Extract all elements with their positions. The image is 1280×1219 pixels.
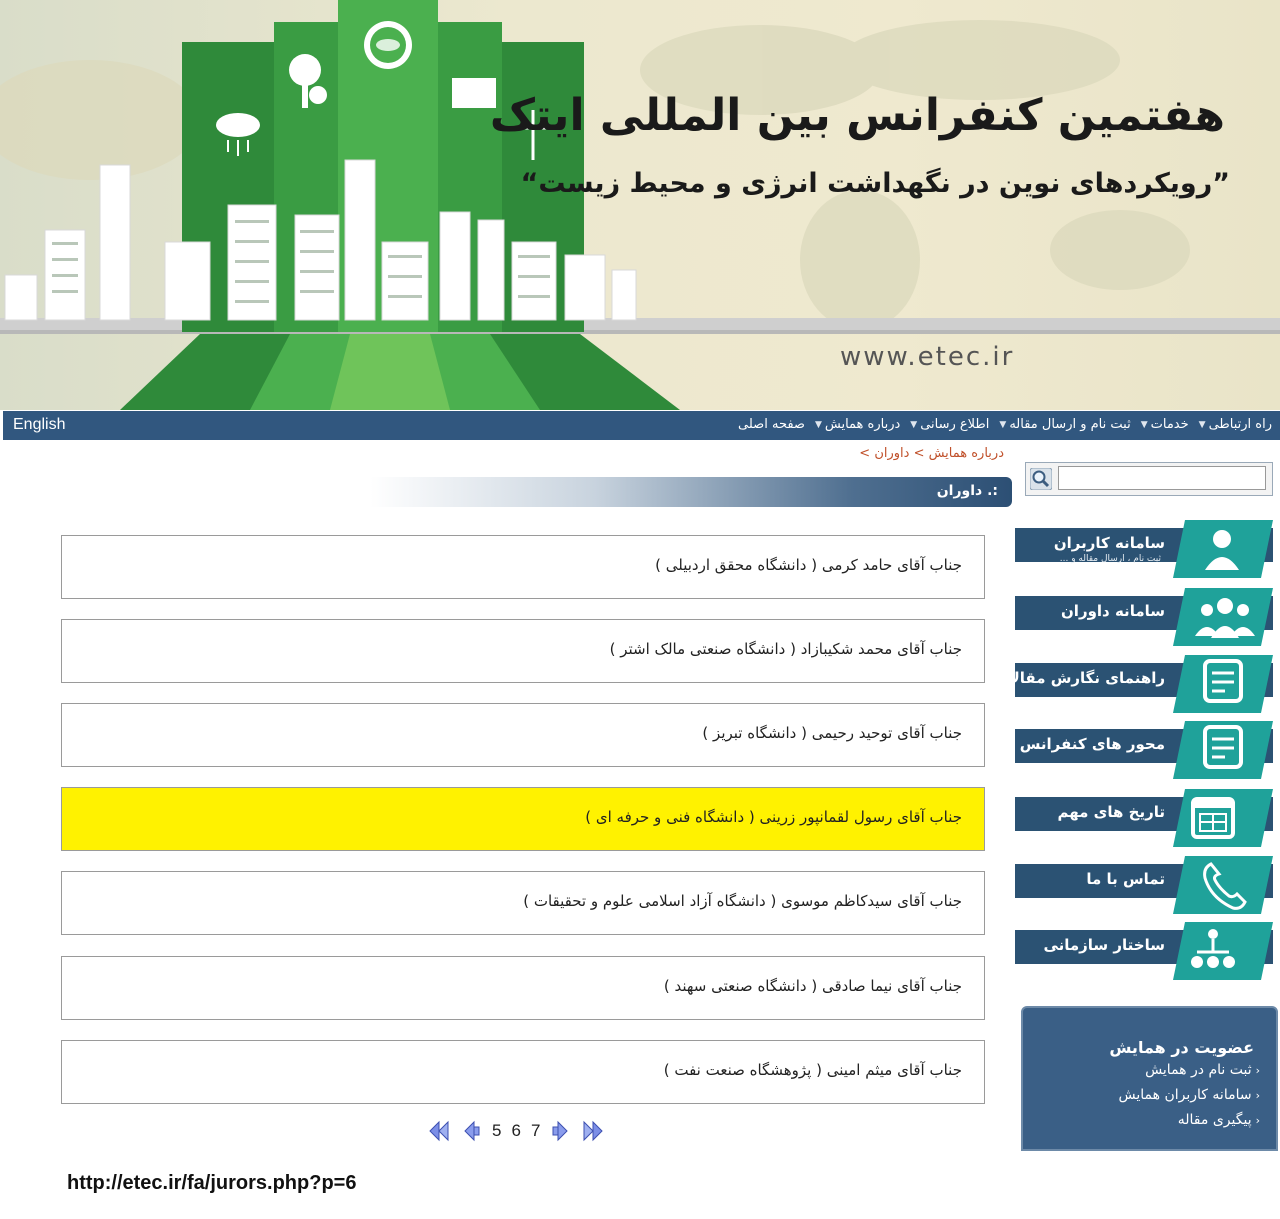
tile-label: سامانه کاربران xyxy=(1053,534,1165,552)
membership-link-label: پیگیری مقاله xyxy=(1177,1112,1252,1128)
search-input[interactable] xyxy=(1058,466,1266,490)
juror-name: جناب آقای محمد شکیبازاد ( دانشگاه صنعتی مالک اشتر ) xyxy=(609,640,962,658)
tile-user-system[interactable] xyxy=(1015,520,1273,578)
chevron-left-icon: ‹ xyxy=(1255,1114,1260,1127)
next-page-icon[interactable] xyxy=(550,1120,572,1142)
banner-subtitle: ”رویکردهای نوین در نگهداشت انرژی و محیط زیست“ xyxy=(520,168,1230,199)
tile-jurors-system[interactable] xyxy=(1015,588,1273,646)
page-number[interactable]: 7 xyxy=(530,1121,541,1140)
nav-item-services[interactable] xyxy=(1141,417,1189,432)
nav-item-news[interactable] xyxy=(910,417,989,432)
section-header xyxy=(370,477,1012,507)
juror-name: جناب آقای توحید رحیمی ( دانشگاه تبریز ) xyxy=(702,724,962,742)
nav-item-label: خدمات xyxy=(1150,417,1189,432)
tile-label: ساختار سازمانی xyxy=(1043,936,1165,954)
juror-row[interactable] xyxy=(61,871,985,935)
english-language-link[interactable]: English xyxy=(13,416,66,433)
caret-down-icon: ▼ xyxy=(999,419,1007,430)
chevron-left-icon: ‹ xyxy=(1255,1089,1260,1102)
juror-name: جناب آقای میثم امینی ( پژوهشگاه صنعت نفت ) xyxy=(663,1061,962,1079)
last-page-icon[interactable] xyxy=(582,1120,604,1142)
pagination xyxy=(428,1118,604,1144)
juror-row[interactable] xyxy=(61,703,985,767)
membership-box xyxy=(1021,1006,1278,1151)
section-title: :. داوران xyxy=(936,483,998,499)
banner-url: www.etec.ir xyxy=(840,342,1015,372)
tile-contact-us[interactable] xyxy=(1015,856,1273,914)
search-icon[interactable] xyxy=(1030,468,1052,490)
search-box xyxy=(1025,462,1273,496)
juror-name: جناب آقای حامد کرمی ( دانشگاه محقق اردبیلی ) xyxy=(655,556,962,574)
membership-title: عضویت در همایش xyxy=(1109,1038,1254,1057)
banner-title: هفتمین کنفرانس بین المللی ایتک xyxy=(489,90,1225,141)
tile-conference-topics[interactable] xyxy=(1015,721,1273,779)
tile-sublabel: ثبت نام ، ارسال مقاله و ... xyxy=(1059,554,1161,564)
membership-link-track[interactable] xyxy=(1178,1112,1260,1128)
membership-link-label: ثبت نام در همایش xyxy=(1145,1062,1252,1078)
nav-item-registration[interactable] xyxy=(999,417,1130,432)
juror-row[interactable] xyxy=(61,535,985,599)
main-nav-bar xyxy=(3,411,1280,440)
previous-page-icon[interactable] xyxy=(460,1120,482,1142)
banner-illustration xyxy=(0,0,1280,410)
tile-label: سامانه داوران xyxy=(1061,602,1165,620)
caret-down-icon: ▼ xyxy=(814,419,822,430)
breadcrumb[interactable]: درباره همایش > داوران > xyxy=(859,446,1004,461)
membership-link-register[interactable] xyxy=(1145,1062,1260,1078)
nav-item-contact[interactable] xyxy=(1199,417,1272,432)
nav-item-label: راه ارتباطی xyxy=(1208,417,1272,432)
nav-item-label: اطلاع رسانی xyxy=(920,417,990,432)
juror-row[interactable] xyxy=(61,1040,985,1104)
nav-item-about[interactable] xyxy=(815,417,900,432)
juror-name: جناب آقای نیما صادقی ( دانشگاه صنعتی سهند ) xyxy=(663,977,962,995)
caret-down-icon: ▼ xyxy=(1198,419,1206,430)
tile-org-structure[interactable] xyxy=(1015,922,1273,980)
page-number[interactable]: 5 xyxy=(492,1121,502,1140)
caret-down-icon: ▼ xyxy=(1140,419,1148,430)
tile-label: راهنمای نگارش مقالات xyxy=(993,669,1165,687)
first-page-icon[interactable] xyxy=(428,1120,450,1142)
juror-name: جناب آقای رسول لقمانپور زرینی ( دانشگاه فنی و حرفه ای ) xyxy=(585,808,962,826)
nav-item-label: درباره همایش xyxy=(824,417,901,432)
tile-label: محور های کنفرانس xyxy=(1019,735,1165,753)
juror-row[interactable] xyxy=(61,619,985,683)
juror-row[interactable] xyxy=(61,956,985,1020)
juror-name: جناب آقای سیدکاظم موسوی ( دانشگاه آزاد اسلامی علوم و تحقیقات ) xyxy=(523,892,962,910)
page-number-current[interactable]: 6 xyxy=(511,1121,521,1140)
tile-label: تماس با ما xyxy=(1086,870,1165,888)
membership-link-label: سامانه کاربران همایش xyxy=(1118,1087,1252,1103)
tile-label: تاریخ های مهم xyxy=(1057,803,1165,821)
nav-menu xyxy=(738,417,1272,432)
page-url-caption: http://etec.ir/fa/jurors.php?p=6 xyxy=(67,1172,357,1194)
tile-writing-guide[interactable] xyxy=(993,655,1273,713)
nav-item-label: صفحه اصلی xyxy=(738,417,805,432)
nav-item-home[interactable] xyxy=(738,417,805,432)
chevron-left-icon: ‹ xyxy=(1255,1064,1260,1077)
caret-down-icon: ▼ xyxy=(910,419,918,430)
tile-important-dates[interactable] xyxy=(1015,789,1273,847)
conference-banner xyxy=(0,0,1280,410)
juror-row-highlighted[interactable] xyxy=(61,787,985,851)
membership-link-users[interactable] xyxy=(1119,1087,1260,1103)
nav-item-label: ثبت نام و ارسال مقاله xyxy=(1009,417,1131,432)
